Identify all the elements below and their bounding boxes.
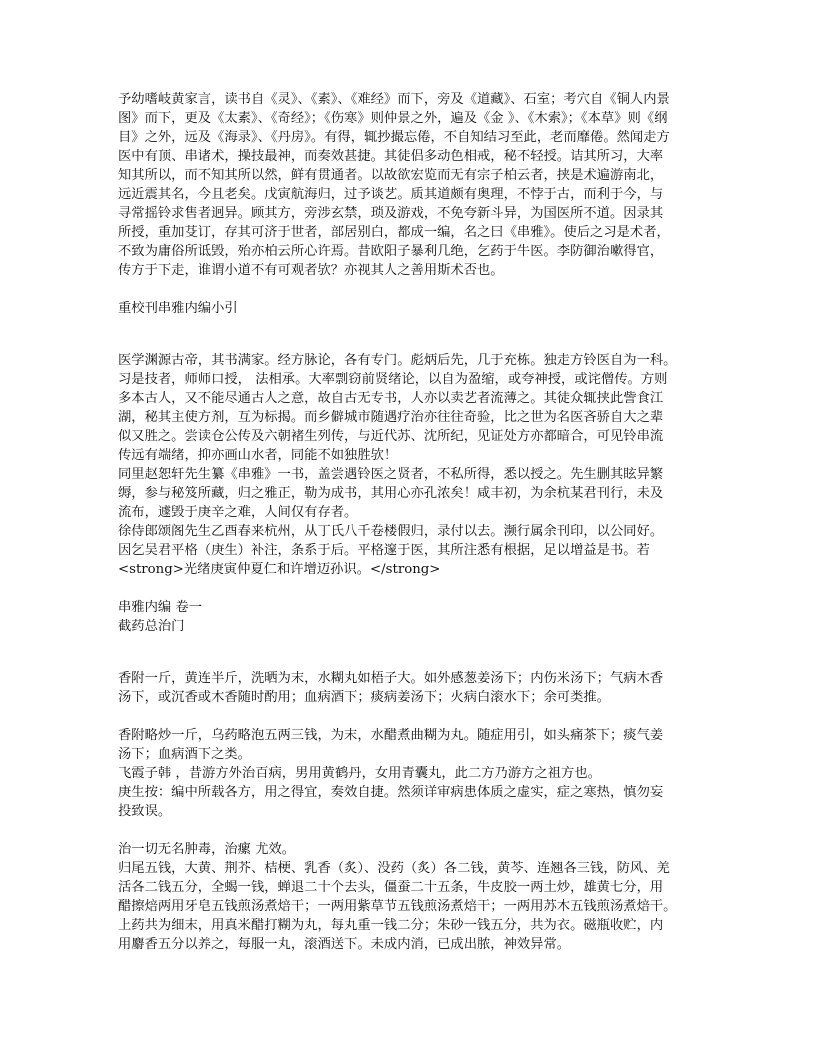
paragraph: [118, 840, 718, 954]
blank-spacer: [118, 821, 718, 840]
text-line: 治一切无名肿毒，治瘰 尤效。: [118, 842, 296, 857]
text-line: 传远有端绪，抑亦画山水者，同能不如独胜欤！: [118, 448, 398, 463]
heading-line: 截药总治门: [118, 619, 185, 634]
text-line: <strong>光绪庚寅仲夏仁和许增迈孙识。</strong>: [118, 562, 441, 577]
text-line: 流布，遽毁于庚辛之难，人间仅有存者。: [118, 505, 358, 520]
text-line: 因乞吴君平格（庚生）补注，条系于后。平格邃于医，其所注悉有根据，足以增益是书。若: [118, 543, 650, 558]
text-line: 传方于下走，谁谓小道不有可观者欤？亦视其人之善用斯术否也。: [118, 263, 504, 278]
text-line: 香附略炒一斤，乌药略泡五两三钱，为末，水醋煮曲糊为丸。随症用引，如头痛茶下；痰气姜: [118, 728, 664, 743]
text-line: 目》之外，远及《海录》、《丹房》。有得，辄抄撮忘倦，不自知结习至此，老而靡倦。然闻走方: [118, 130, 670, 145]
text-line: 同里赵恕轩先生纂《串雅》一书，盖尝遇铃医之贤者，不私所得，悉以授之。先生删其眩异繁: [118, 467, 664, 482]
text-line: 飞霞子韩 ，昔游方外治百病，男用黄鹤丹，女用青囊丸，此二方乃游方之祖方也。: [118, 766, 601, 781]
text-line: 不致为庸俗所诋毁，殆亦柏云所心许焉。昔欧阳子暴利几绝，乞药于牛医。李防御治嗽得官，: [118, 244, 664, 259]
blank-spacer: [118, 707, 718, 726]
paragraph: [118, 726, 718, 821]
text-line: 醋擦焙两用牙皂五钱煎汤煮焙干；一两用紫草节五钱煎汤煮焙干；一两用苏木五钱煎汤煮焙干。: [118, 899, 677, 914]
text-line: 似又胜之。尝读仓公传及六朝褚生列传，与近代苏、沈所纪，见证处方亦都暗合，可见铃串流: [118, 429, 664, 444]
blank-spacer: [118, 579, 718, 598]
text-line: 缛，参与秘笈所藏，归之雅正，勒为成书，其用心亦孔浓矣！咸丰初，为余杭某君刊行，未及: [118, 486, 664, 501]
text-line: 所授，重加芟订，存其可济于世者，部居别白，都成一编，名之曰《串雅》。使后之习是术者，: [118, 225, 670, 240]
paragraph: [118, 90, 718, 280]
text-line: 医中有顶、串诸术，操技最神，而奏效甚捷。其徒侣多动色相戒，秘不轻授。诘其所习，大率: [118, 149, 664, 164]
text-line: 湖，秘其主使方剂，互为标揭。而乡僻城市随遇疗治亦往往奇验，比之世为名医吝骄自大之辈: [118, 410, 664, 425]
text-line: 习是技者，师师口授， 法相承。大率剽窃前贤绪论，以自为盈缩，或夸神授，或诧僧传。方则: [118, 372, 668, 387]
text-line: 上药共为细末，用真米醋打糊为丸，每丸重一钱二分；朱砂一钱五分，共为衣。磁瓶收贮，内: [118, 918, 664, 933]
heading-line: 重校刊串雅内编小引: [118, 301, 238, 316]
text-line: 图》而下，更及《太素》、《奇经》；《伤寒》则仲景之外，遍及《金 》、《木索》；《本草》则《纲: [118, 111, 668, 126]
text-line: 远近震其名，今且老矣。戊寅航海归，过予谈艺。质其道颇有奥理，不悖于古，而利于今，与: [118, 187, 664, 202]
text-line: 寻常摇铃求售者迥异。顾其方，旁涉玄禁，琐及游戏，不免夸新斗异，为国医所不道。因录其: [118, 206, 664, 221]
paragraph: [118, 351, 718, 579]
text-line: 徐侍郎颂阁先生乙酉春来杭州，从丁氏八千卷楼假归，录付以去。濒行属余刊印，以公同好。: [118, 524, 664, 539]
paragraph: [118, 669, 718, 707]
text-line: 归尾五钱，大黄、荆芥、桔梗、乳香（炙）、没药（炙）各二钱，黄芩、连翘各三钱，防风、羌: [118, 861, 670, 876]
text-line: 香附一斤，黄连半斤，洗晒为末，水糊丸如梧子大。如外感葱姜汤下；内伤米汤下；气病木香: [118, 671, 664, 686]
section-heading: [118, 598, 718, 636]
text-line: 活各二钱五分，全蝎一钱，蝉退二十个去头，僵蚕二十五条，牛皮胶一两土炒，雄黄七分，用: [118, 880, 664, 895]
blank-spacer: [118, 318, 718, 351]
document-body: [118, 90, 718, 954]
text-line: 庚生按：编中所载各方，用之得宜，奏效自捷。然须详审病患体质之虚实，症之寒热，慎勿妄: [118, 785, 664, 800]
text-line: 汤下，或沉香或木香随时酌用；血病酒下；痰病姜汤下；火病白滚水下；余可类推。: [118, 690, 610, 705]
heading-line: 串雅内编 卷一: [118, 600, 203, 615]
section-heading: [118, 299, 718, 318]
text-line: 用麝香五分以养之，每服一丸，滚酒送下。未成内消，已成出脓，神效异常。: [118, 937, 571, 952]
text-line: 多本古人，又不能尽通古人之意，故自古无专书，人亦以卖艺者流薄之。其徒众辄挟此訾食江: [118, 391, 664, 406]
text-line: 投致误。: [118, 804, 172, 819]
text-line: 予幼嗜岐黄家言，读书自《灵》、《素》、《难经》而下，旁及《道藏》、石室；考穴自《铜人内景: [118, 92, 670, 107]
blank-spacer: [118, 636, 718, 669]
text-line: 汤下；血病酒下之类。: [118, 747, 251, 762]
text-line: 知其所以，而不知其所以然，鲜有贯通者。以故欲宏览而无有宗子柏云者，挟是术遍游南北，: [118, 168, 664, 183]
text-line: 医学渊源古帝，其书满家。经方脉论，各有专门。彪炳后先，几于充栋。独走方铃医自为一科。: [118, 353, 677, 368]
blank-spacer: [118, 280, 718, 299]
